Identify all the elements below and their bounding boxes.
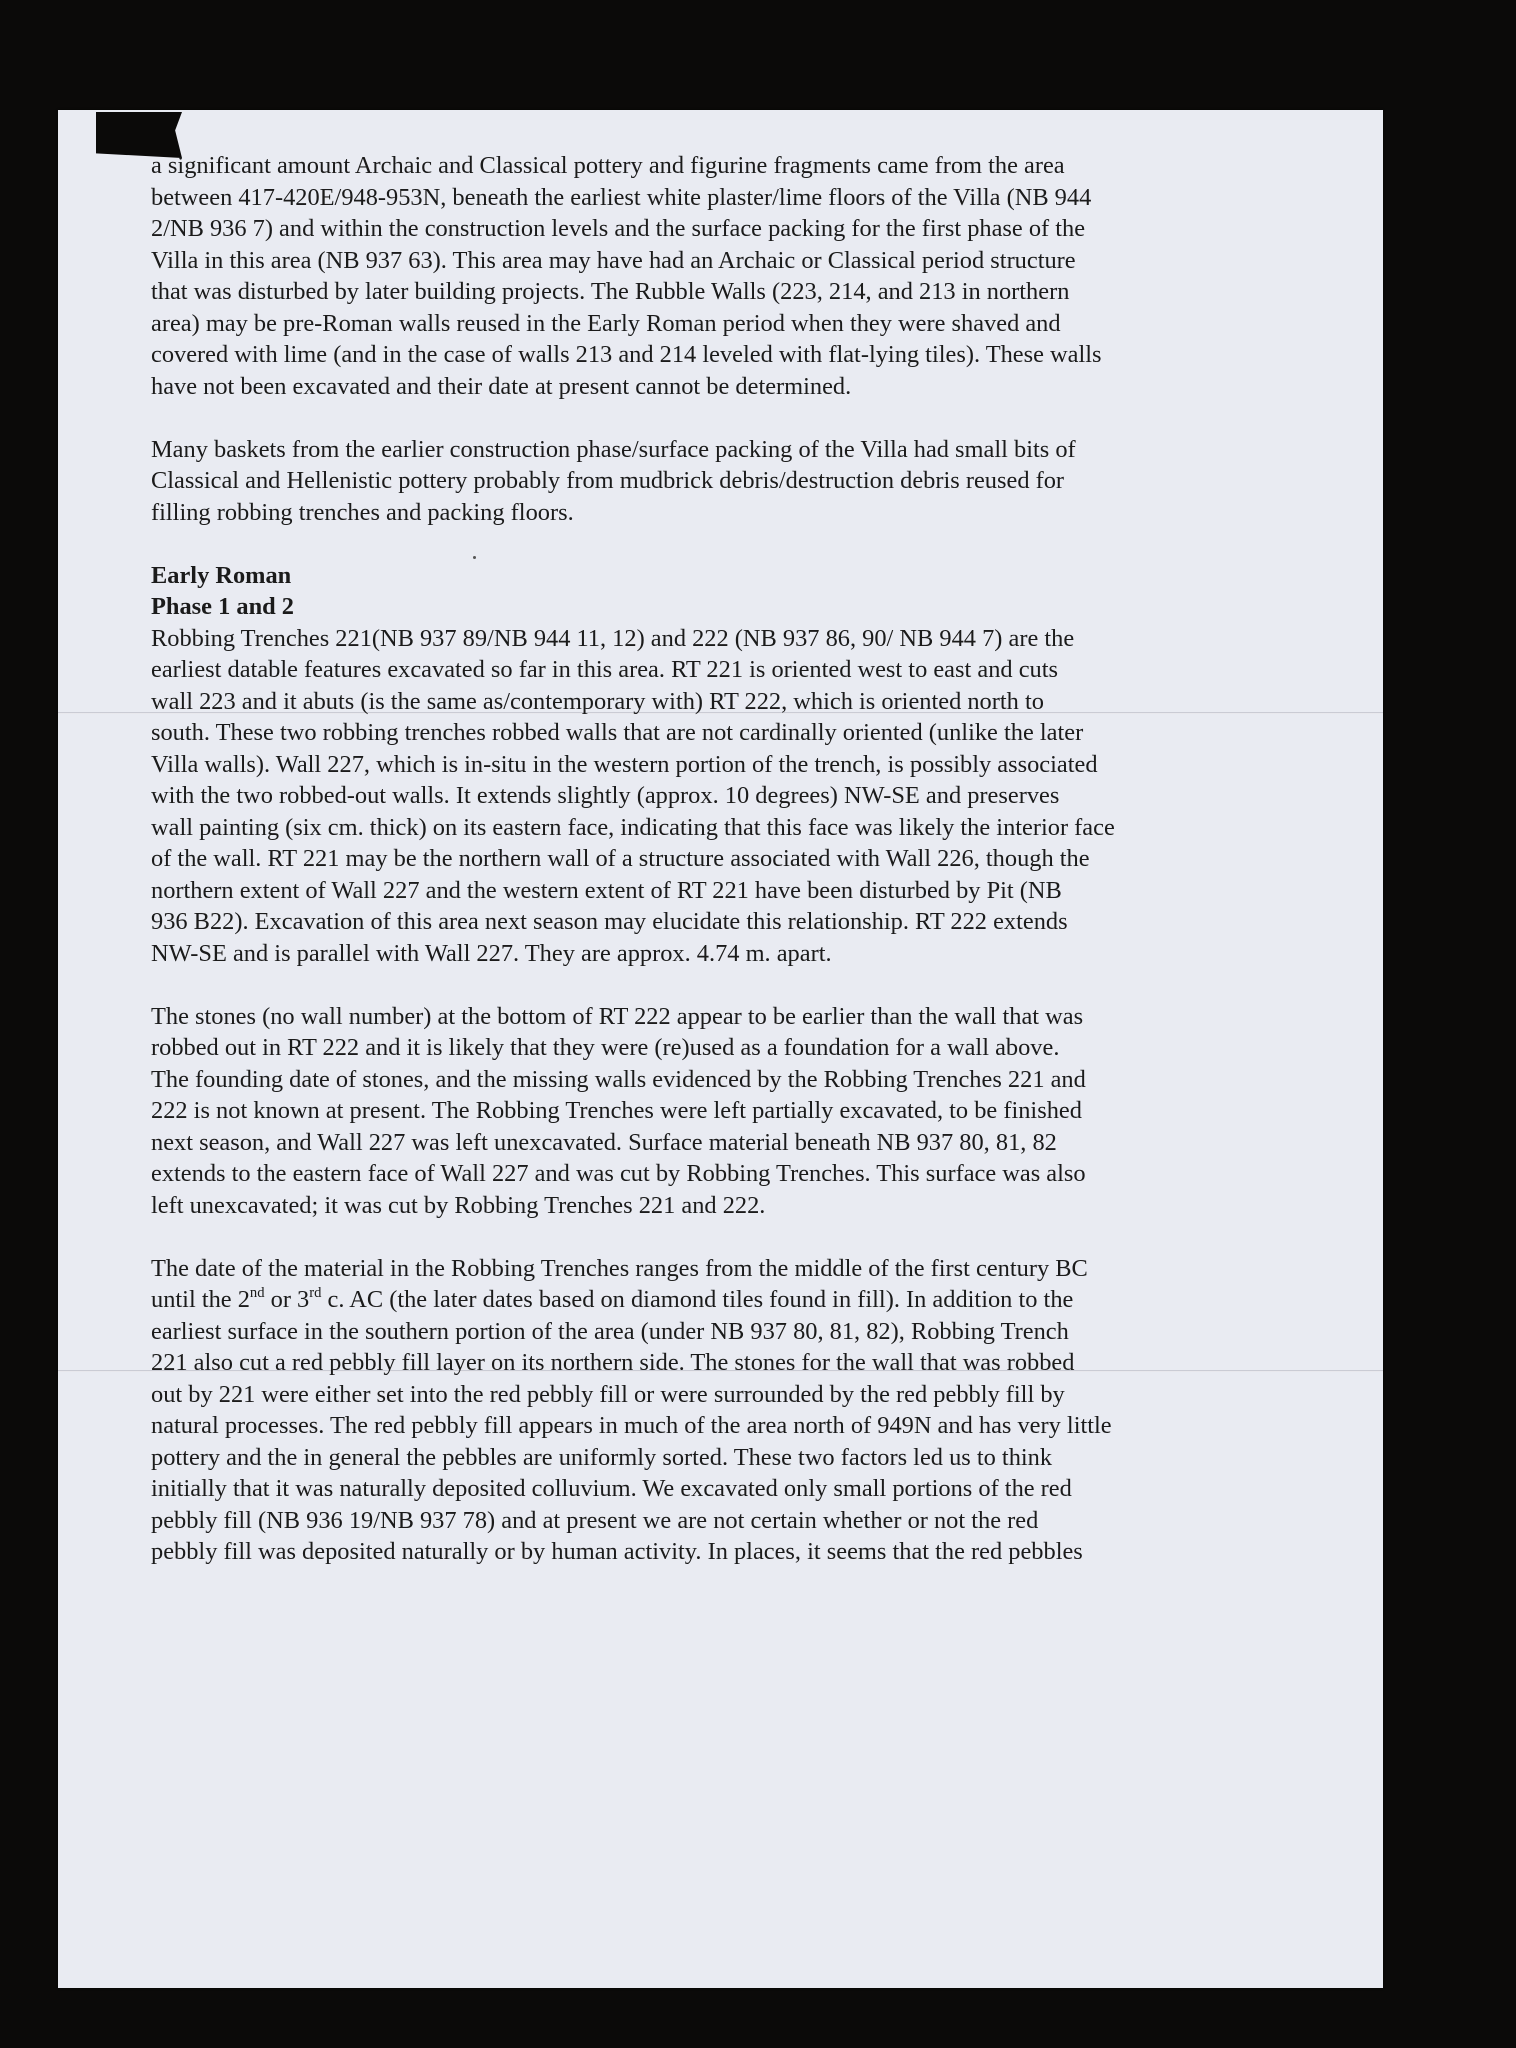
document-body bbox=[151, 150, 1261, 1599]
text-block: earliest surface in the southern portion of the area (under NB 937 80, 81, 82), Robbing Trench 221 also cut a red pebbly fill layer on its northern side. The stones for the wall that was robbed out by 221 were either set into the red pebbly fill or were surrounded by the red pebbly fill by natural processes. The red pebbly fill appears in much of the area north of 949N and has very little pottery and the in general the pebbles are uniformly sorted. These two factors led us to think initially that it was naturally deposited colluvium. We excavated only small portions of the red pebbly fill (NB 936 19/NB 937 78) and at present we are not certain whether or not the red pebbly fill was deposited naturally or by human activity. In places, it seems that the red pebbles bbox=[151, 1317, 1112, 1565]
paragraph-stones: The stones (no wall number) at the bottom of RT 222 appear to be earlier than the wall that was robbed out in RT 222 and it is likely that they were (re)used as a foundation for a wall above. The founding date of stones, and the missing walls evidenced by the Robbing Trenches 221 and 222 is not known at present. The Robbing Trenches were left partially excavated, to be finished next season, and Wall 227 was left unexcavated. Surface material beneath NB 937 80, 81, 82 extends to the eastern face of Wall 227 and was cut by Robbing Trenches. This surface was also left unexcavated; it was cut by Robbing Trenches 221 and 222. bbox=[151, 1002, 1086, 1219]
text-fragment: or 3 bbox=[264, 1286, 310, 1313]
paragraph-archaic-classical: a significant amount Archaic and Classical pottery and figurine fragments came from the area between 417-420E/948-953N, beneath the earliest white plaster/lime floors of the Villa (NB 944 2/NB 936 7) and within the construction levels and the surface packing for the first phase of the Villa in this area (NB 937 63). This area may have had an Archaic or Classical period structure that was disturbed by later building projects. The Rubble Walls (223, 214, and 213 in northern area) may be pre-Roman walls reused in the Early Roman period when they were shaved and covered with lime (and in the case of walls 213 and 214 leveled with flat-lying tiles). These walls have not been excavated and their date at present cannot be determined. bbox=[151, 152, 1102, 400]
text-fragment: c. AC (the later dates based on diamond tiles found in fill). In addition to the bbox=[321, 1286, 1074, 1313]
section-subheading: Phase 1 and 2 bbox=[151, 593, 294, 620]
paragraph-robbing-trenches: Robbing Trenches 221(NB 937 89/NB 944 11, 12) and 222 (NB 937 86, 90/ NB 944 7) are the earliest datable features excavated so far in this area. RT 221 is oriented west to east and cuts wall 223 and it abuts (is the same as/contemporary with) RT 222, which is oriented north to south. These two robbing trenches robbed walls that are not cardinally oriented (unlike the later Villa walls). Wall 227, which is in-situ in the western portion of the trench, is possibly associated with the two robbed-out walls. It extends slightly (approx. 10 degrees) NW-SE and preserves wall painting (six cm. thick) on its eastern face, indicating that this face was likely the interior face of the wall. RT 221 may be the northern wall of a structure associated with Wall 226, though the northern extent of Wall 227 and the western extent of RT 221 have been disturbed by Pit (NB 936 B22). Excavation of this area next season may elucidate this relationship. RT 222 extends NW-SE and is parallel with Wall 227. They are approx. 4.74 m. apart. bbox=[151, 624, 1115, 967]
text-line: The date of the material in the Robbing Trenches ranges from the middle of the first century BC bbox=[151, 1254, 1088, 1282]
paragraph-many-baskets: Many baskets from the earlier construction phase/surface packing of the Villa had small bits of Classical and Hellenistic pottery probably from mudbrick debris/destruction debris reused for filling robbing trenches and packing floors. bbox=[151, 435, 1076, 526]
superscript: nd bbox=[249, 1284, 265, 1301]
superscript: rd bbox=[309, 1284, 322, 1301]
section-heading: Early Roman bbox=[151, 561, 292, 589]
text-fragment: until the 2 bbox=[151, 1286, 250, 1313]
paragraph-date-of-material bbox=[151, 1253, 1261, 1568]
